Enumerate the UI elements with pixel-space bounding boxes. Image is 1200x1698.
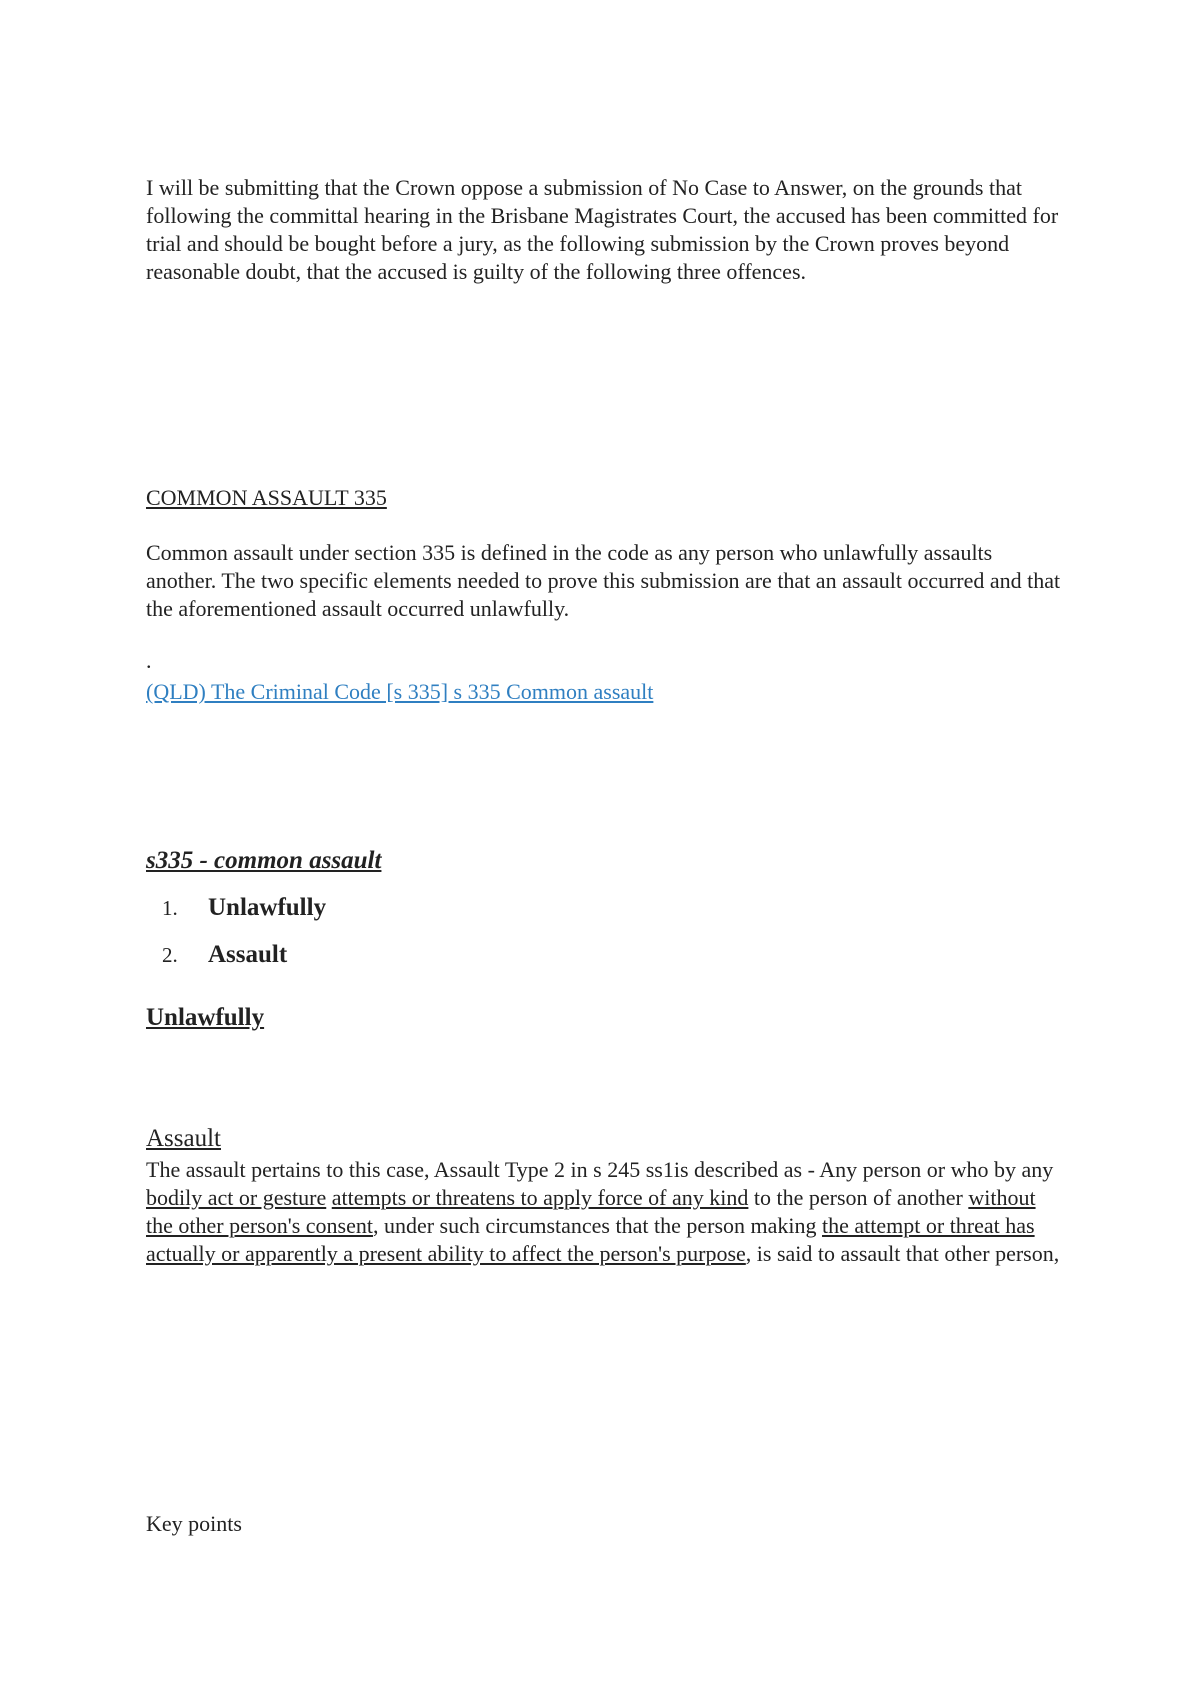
- elements-list: [146, 892, 746, 986]
- list-item: [146, 892, 746, 939]
- underlined-phrase: bodily act or gesture: [146, 1185, 327, 1210]
- intro-paragraph: I will be submitting that the Crown oppose a submission of No Case to Answer, on the grounds that following the committal hearing in the Brisbane Magistrates Court, the accused has been committed for trial and should be bought before a jury, as the following submission by the Crown proves beyond reasonable doubt, that the accused is guilty of the following three offences.: [146, 175, 1059, 284]
- assault-text: The assault pertains to this case, Assault Type 2 in s 245 ss1is described as - Any person or who by any: [146, 1157, 1054, 1182]
- underlined-phrase: without the other person's consent: [146, 1185, 1036, 1238]
- unlawfully-heading: Unlawfully: [146, 1004, 265, 1031]
- s335-title: s335 - common assault: [146, 847, 382, 874]
- assault-text: , under such circumstances that the person making: [372, 1213, 823, 1238]
- list-item-number: 2.: [162, 943, 178, 967]
- assault-heading: Assault: [146, 1125, 221, 1152]
- common-assault-heading: COMMON ASSAULT 335: [146, 485, 387, 510]
- criminal-code-link[interactable]: (QLD) The Criminal Code [s 335] s 335 Common assault: [146, 679, 654, 704]
- underlined-phrase: the attempt or threat has actually or apparently a present ability to affect the person's purpose: [146, 1213, 1035, 1266]
- list-item-label: Assault: [208, 941, 288, 968]
- list-item-number: 1.: [162, 896, 178, 920]
- key-points-heading: Key points: [146, 1511, 242, 1536]
- list-item-label: Unlawfully: [208, 894, 327, 921]
- stray-dot: .: [146, 648, 152, 673]
- underlined-phrase: attempts or threatens to apply force of any kind: [331, 1185, 749, 1210]
- definition-paragraph: Common assault under section 335 is defined in the code as any person who unlawfully assaults another. The two specific elements needed to prove this submission are that an assault occurred and that the aforementioned assault occurred unlawfully.: [146, 540, 1061, 621]
- assault-text: to the person of another: [748, 1185, 969, 1210]
- assault-text: , is said to assault that other person,: [745, 1241, 1060, 1266]
- list-item: [146, 939, 746, 986]
- assault-description: [146, 1156, 1066, 1268]
